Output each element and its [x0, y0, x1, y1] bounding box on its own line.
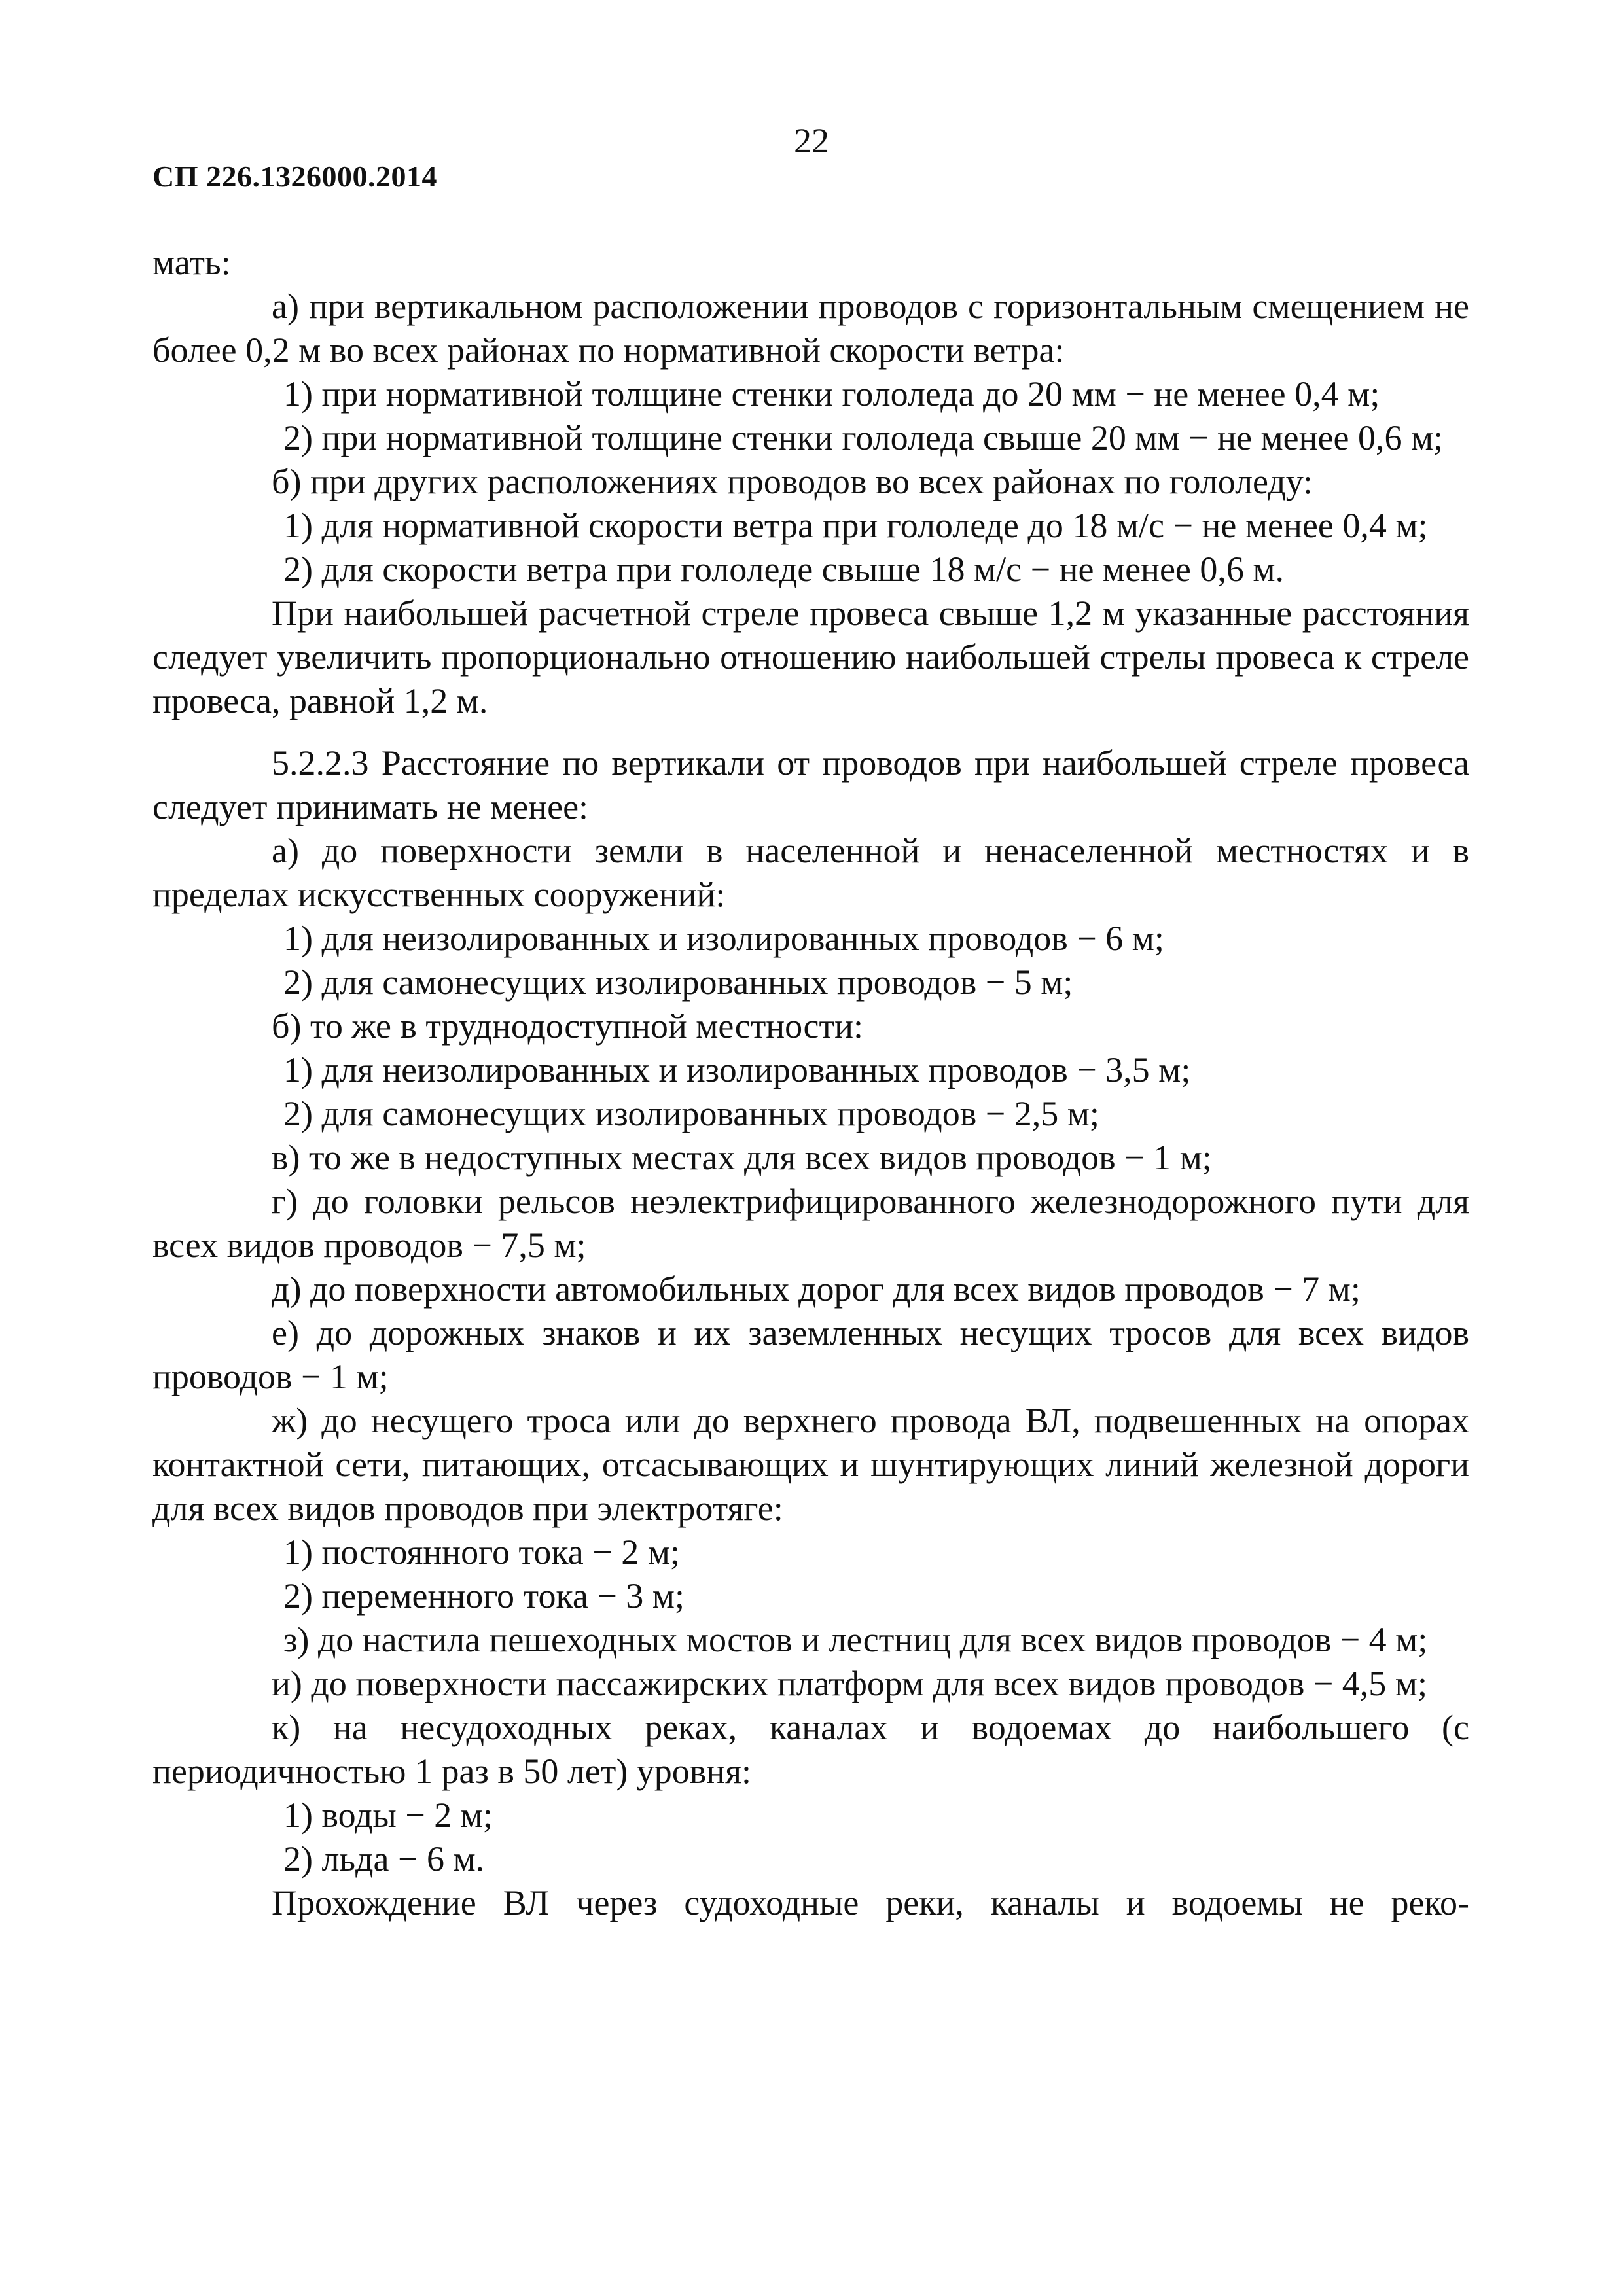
list-item-g-rails: г) до головки рельсов неэлектрифицированного железнодорожного пути для всех видов проводов − 7,5 м;: [152, 1182, 1469, 1265]
list-item-z-bridges: з) до настила пешеходных мостов и лестниц для всех видов проводов − 4 м;: [283, 1620, 1428, 1659]
sub-item-a2-self-supporting: 2) для самонесущих изолированных проводов − 5 м;: [283, 963, 1073, 1002]
list-item-a: а) при вертикальном расположении проводов с горизонтальным смещением не более 0,2 м во всех районах по нормативной скорости ветра:: [152, 287, 1469, 370]
list-item-a-ground: а) до поверхности земли в населенной и ненаселенной местностях и в пределах искусственных сооружений:: [152, 831, 1469, 914]
sub-item-b2-self-supporting: 2) для самонесущих изолированных проводов − 2,5 м;: [283, 1094, 1099, 1133]
sub-item-b2: 2) для скорости ветра при гололеде свыше 18 м/с − не менее 0,6 м.: [283, 550, 1285, 589]
sub-item-a1: 1) при нормативной толщине стенки гололеда до 20 мм − не менее 0,4 м;: [283, 374, 1380, 414]
sub-item-dc: 1) постоянного тока − 2 м;: [283, 1532, 680, 1572]
sub-item-ice: 2) льда − 6 м.: [283, 1839, 485, 1879]
sub-item-a1-uninsulated: 1) для неизолированных и изолированных проводов − 6 м;: [283, 919, 1164, 958]
sub-item-water: 1) воды − 2 м;: [283, 1795, 493, 1835]
list-item-i-platforms: и) до поверхности пассажирских платформ для всех видов проводов − 4,5 м;: [272, 1664, 1427, 1703]
list-item-d-roads: д) до поверхности автомобильных дорог для всех видов проводов − 7 м;: [272, 1269, 1361, 1309]
paragraph-continuation: мать:: [152, 243, 231, 282]
list-item-e-signs: е) до дорожных знаков и их заземленных несущих тросов для всех видов проводов − 1 м;: [152, 1313, 1469, 1396]
list-item-zh-catenary: ж) до несущего троса или до верхнего провода ВЛ, подвешенных на опорах контактной сети, питающих, отсасывающих и шунтирующих линий железной дороги для всех видов проводов при электротяге:: [152, 1401, 1469, 1528]
document-body: [152, 241, 1469, 1925]
list-item-k-rivers: к) на несудоходных реках, каналах и водоемах до наибольшего (с периодичностью 1 раз в 50 лет) уровня:: [152, 1708, 1469, 1791]
list-item-b: б) при других расположениях проводов во всех районах по гололеду:: [272, 462, 1313, 501]
sub-item-b1: 1) для нормативной скорости ветра при гололеде до 18 м/с − не менее 0,4 м;: [283, 506, 1428, 545]
document-code: СП 226.1326000.2014: [152, 160, 437, 193]
page-number: 22: [794, 121, 829, 160]
sub-item-b1-uninsulated: 1) для неизолированных и изолированных проводов − 3,5 м;: [283, 1050, 1191, 1089]
paragraph-navigable-rivers: Прохождение ВЛ через судоходные реки, каналы и водоемы не рeко-: [272, 1883, 1469, 1922]
clause-5-2-2-3: 5.2.2.3 Расстояние по вертикали от проводов при наибольшей стреле провеса следует принимать не менее:: [152, 743, 1469, 826]
sub-item-ac: 2) переменного тока − 3 м;: [283, 1576, 685, 1616]
sub-item-a2: 2) при нормативной толщине стенки гололеда свыше 20 мм − не менее 0,6 м;: [283, 418, 1444, 457]
list-item-b-inaccessible: б) то же в труднодоступной местности:: [272, 1006, 863, 1046]
paragraph-sag-note: При наибольшей расчетной стреле провеса свыше 1,2 м указанные расстояния следует увеличить пропорционально отношению наибольшей стрелы провеса к стреле провеса, равной 1,2 м.: [152, 593, 1469, 720]
list-item-v: в) то же в недоступных местах для всех видов проводов − 1 м;: [272, 1138, 1212, 1177]
